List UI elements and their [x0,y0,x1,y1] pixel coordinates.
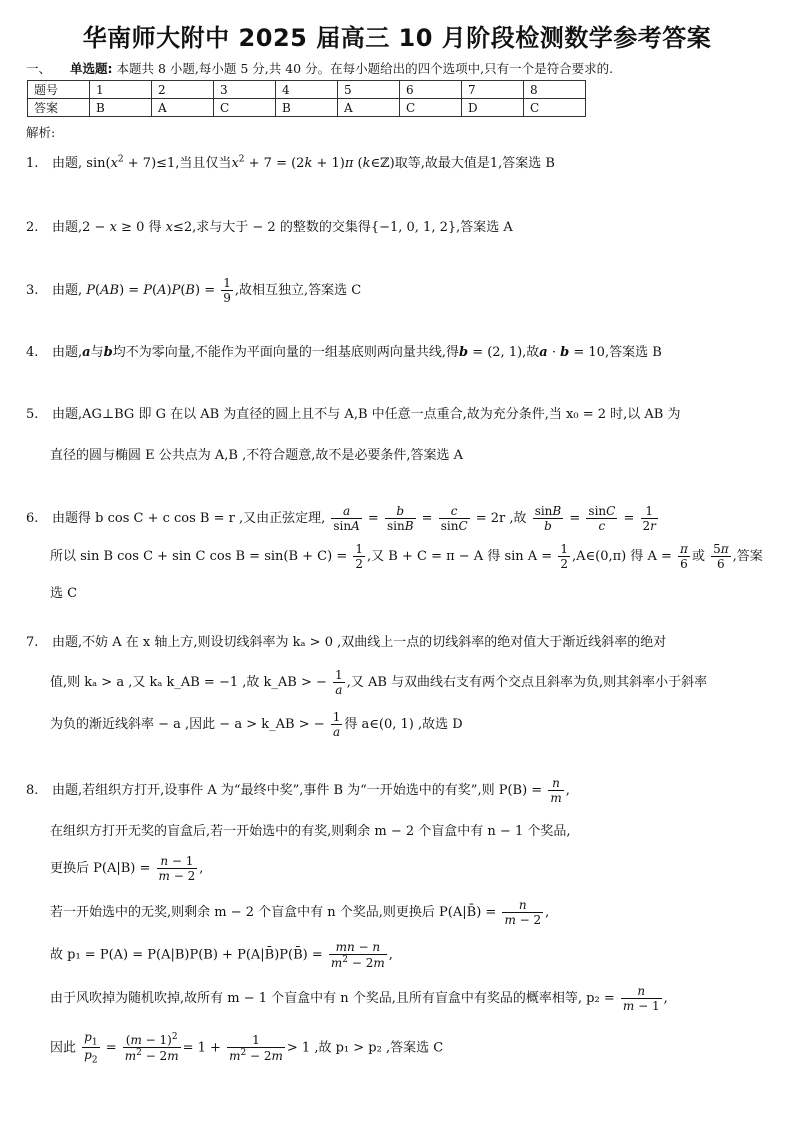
table-cell: 7 [462,81,524,99]
solution-text: 由题, [52,283,83,298]
table-cell: 1 [90,81,152,99]
solution-7-line-2 [50,668,707,697]
fraction: $\frac{1}{m^2 - 2m}$ [229,1032,283,1063]
fraction: $\frac{1}{9}$ [223,276,231,305]
solution-8-line-5 [50,940,393,970]
solution-5-line-2: 直径的圆与椭圆 E 公共点为 A,B ,不符合题意,故不是必要条件,答案选 A [50,448,464,463]
table-cell: 6 [400,81,462,99]
fraction: $\frac{a}{\sin A}$ [333,504,360,533]
math-expr: P(AB) = P(A)P(B) = [86,283,220,298]
table-cell: 3 [214,81,276,99]
question-number: 1. [26,156,39,171]
fraction: $\frac{\sin C}{c}$ [588,504,616,533]
fraction: $\frac{\sin B}{b}$ [534,504,562,533]
solution-text: 更换后 P(A|B) = [50,861,151,876]
table-row [28,81,586,99]
solution-text: 由题,不妨 A 在 x 轴上方,则设切线斜率为 kₐ > 0 ,双曲线上一点的切线斜率的绝对值大于渐近线斜率的绝对 [52,635,667,650]
solution-text: > 1 ,故 p₁ > p₂ ,答案选 C [286,1040,444,1056]
solution-text: , [388,947,393,963]
solution-1 [26,152,555,171]
math-expr: $\sin(x^2 + 7)$ [86,154,157,171]
solution-text: = 2r ,故 [475,511,527,526]
table-cell: C [400,99,462,117]
table-row [28,99,586,117]
solution-text: 均不为零向量,不能作为平面向量的一组基底则两向量共线,得 [112,345,459,360]
fraction: $\frac{n - 1}{m - 2}$ [158,854,196,883]
section-intro [26,59,613,77]
solution-text: ,A∈(0,π) 得 A = [571,549,672,564]
solution-text: 值,则 kₐ > a ,又 kₐ k_AB = −1 ,故 k_AB > − [50,675,327,690]
solution-text: 取等,故最大值是1,答案选 B [394,156,555,171]
solution-text: 由题得 b cos C + c cos B = r ,又由正弦定理, [52,511,326,526]
fraction: $\frac{n}{m - 1}$ [622,984,660,1013]
fraction: $\frac{5\pi}{6}$ [713,542,729,571]
solution-text: ≤2,求与大于 − 2 的整数的交集得{−1, 0, 1, 2},答案选 A [172,220,513,235]
fraction: $\frac{\pi}{6}$ [680,542,688,571]
table-cell: A [338,99,400,117]
table-cell: 4 [276,81,338,99]
question-number: 5. [26,407,39,422]
solution-text: ≥ 0 得 [116,220,166,235]
fraction: $\frac{c}{\sin C}$ [440,504,468,533]
section-number: 一、 [26,61,52,76]
fraction: $\frac{mn - n}{m^2 - 2m}$ [330,940,385,970]
solution-text: , [545,905,550,920]
solution-text: 为负的渐近线斜率 − a ,因此 − a > k_AB > − [50,717,325,732]
fraction: $\frac{1}{a}$ [332,710,341,739]
question-number: 6. [26,511,39,526]
table-cell: 答案 [28,99,90,117]
solution-text: = (2, 1),故 [472,345,540,360]
fraction: $\frac{1}{2r}$ [642,504,656,533]
table-cell: A [152,99,214,117]
question-number: 3. [26,283,39,298]
table-cell: B [90,99,152,117]
fraction: $\frac{b}{\sin B}$ [386,504,414,533]
math-expr: $x^2 + 7 = (2k + 1)\pi$ (k∈ℤ) [231,154,395,171]
solution-text: ,故相互独立,答案选 C [234,283,362,298]
fraction: $\frac{(m - 1)^2}{m^2 - 2m}$ [124,1032,179,1064]
math-var: b [458,345,469,360]
math-expr: a与b [82,345,113,360]
solution-8-line-4 [50,898,549,927]
solution-8-line-3 [50,854,203,883]
solution-7 [26,631,666,650]
fraction: $\frac{1}{2}$ [355,542,364,571]
solution-text: = 1 + [182,1040,221,1056]
solution-7-line-3 [50,710,463,739]
solution-5 [26,403,680,422]
solution-text: = 10,答案选 B [573,345,662,360]
page-title: 华南师大附中 2025 届高三 10 月阶段检测数学参考答案 [82,24,712,52]
solution-text: , [663,991,668,1006]
solution-text: ,又 B + C = π − A 得 sin A = [367,549,553,564]
solution-8-line-6 [50,984,668,1013]
table-cell: 2 [152,81,214,99]
solution-8-line-7: 因此 $\frac{p_1}{p_2}$ = $\frac{(m - 1)^2}{m^2 - 2m}$ = 1 + $\frac{1}{m^2 - 2m}$ > 1 ,故 p₁ > p₂ ,答案选 C [50,1030,444,1066]
solution-text: ,又 AB 与双曲线右支有两个交点且斜率为负,则其斜率小于斜率 [346,675,708,690]
solution-text: ≤1,当且仅当 [156,156,232,171]
solution-3 [26,276,361,305]
solution-text: 由于风吹掉为随机吹掉,故所有 m − 1 个盲盒中有 n 个奖品,且所有盲盒中有奖品的概率相等, p₂ = [50,991,615,1006]
answer-table [27,80,586,117]
solution-text: 或 [691,549,705,564]
solution-6-line-3: 选 C [50,586,78,601]
math-var: x [109,220,117,235]
solution-text: 由题, [52,345,83,360]
table-cell: C [214,99,276,117]
solution-4 [26,341,662,360]
solution-text: 由题,AG⊥BG 即 G 在以 AB 为直径的圆上且不与 A,B 中任意一点重合,故为充分条件,当 x₀ = 2 时,以 AB 为 [52,407,681,422]
section-text: 本题共 8 小题,每小题 5 分,共 40 分。在每小题给出的四个选项中,只有一个是符合要求的. [116,61,614,76]
solution-6-line-2 [50,542,763,571]
math-var: x [165,220,173,235]
fraction: $\frac{1}{a}$ [335,668,343,697]
question-number: 8. [26,783,39,798]
solution-text: 所以 sin B cos C + sin C cos B = sin(B + C) = [50,549,348,564]
solution-text: 由题, [52,156,83,171]
solution-text: 由题,若组织方打开,设事件 A 为“最终中奖”,事件 B 为“一开始选中的有奖”,则 P(B) = [52,783,543,798]
table-cell: C [524,99,586,117]
analysis-heading: 解析: [26,125,56,140]
solution-2 [26,216,513,235]
table-cell: 题号 [28,81,90,99]
table-cell: D [462,99,524,117]
table-cell: 5 [338,81,400,99]
solution-text: 得 a∈(0, 1) ,故选 D [344,717,463,732]
solution-text: 由题, [52,220,83,235]
question-number: 2. [26,220,39,235]
solution-text: 故 p₁ = P(A) = P(A|B)P(B) + P(A|B̄)P(B̄) = [50,947,323,963]
section-label: 单选题: [70,61,113,76]
table-cell: B [276,99,338,117]
math-expr: a · b [539,345,570,360]
fraction: $\frac{p_1}{p_2}$ [84,1030,98,1066]
solution-text: 若一开始选中的无奖,则剩余 m − 2 个盲盒中有 n 个奖品,则更换后 P(A|B̄) = [50,905,497,920]
table-cell: 8 [524,81,586,99]
fraction: $\frac{n}{m}$ [550,776,562,805]
question-number: 4. [26,345,39,360]
solution-text: 2 − [82,220,110,235]
solution-8 [26,776,570,805]
solution-text: , [199,861,204,876]
solution-8-line-2: 在组织方打开无奖的盲盒后,若一开始选中的有奖,则剩余 m − 2 个盲盒中有 n − 1 个奖品, [50,824,571,839]
solution-text: ,答案 [732,549,763,564]
solution-6: 6. 由题得 b cos C + c cos B = r ,又由正弦定理, $\frac{a}{\sin A}$ = $\frac{b}{\sin B}$ = $\frac{c}{\sin C}$ = 2r ,故 $\frac{\sin B}{b}$ = $\frac{\sin C}{c}$ = $\frac{1}{2r}$ [26,504,656,533]
fraction: $\frac{1}{2}$ [560,542,568,571]
solution-text: , [565,783,570,798]
fraction: $\frac{n}{m - 2}$ [504,898,542,927]
question-number: 7. [26,635,39,650]
solution-text: 因此 [50,1040,77,1056]
